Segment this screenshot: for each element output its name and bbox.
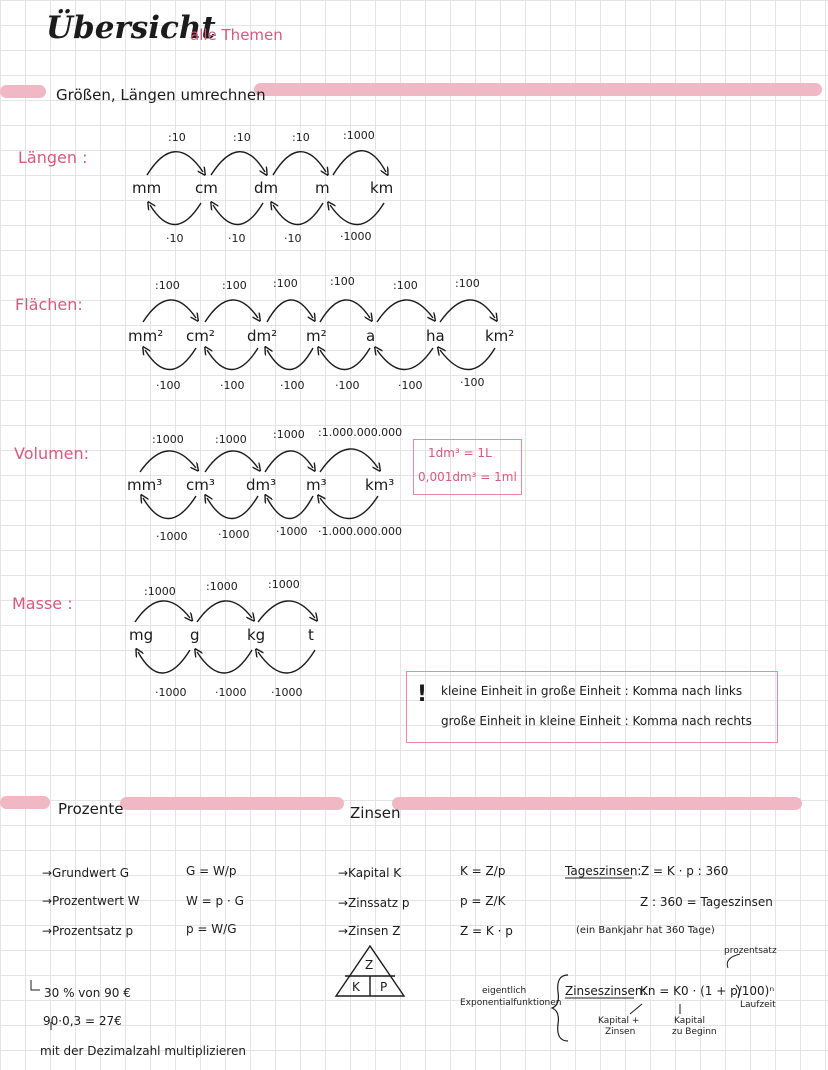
tageszinsen-line3: (ein Bankjahr hat 360 Tage) [576,925,715,936]
zinsen-row-formula: Z = K · p [460,924,513,938]
factor-bottom: ·1000 [156,530,188,543]
arc-top [147,152,203,175]
arc-bottom [197,650,252,673]
factor-bottom: ·100 [280,379,305,392]
factor-top: :1000 [215,433,247,446]
example-line-3: mit der Dezimalzahl multiplizieren [40,1044,246,1058]
arc-bottom [143,496,196,519]
unit: km [370,179,394,197]
arc-bottom [267,496,313,519]
zinseszinsen-formula: Kn = K0 · (1 + p/100)ⁿ [640,984,775,998]
arc-bottom [207,496,258,519]
zinsen-row-label: →Kapital K [338,866,402,880]
factor-bottom: ·1000 [155,686,187,699]
prozent-row-label: →Grundwert G [42,866,130,880]
ann-kapital-beginn-2: zu Beginn [672,1027,717,1037]
label-flaechen: Flächen: [15,295,83,314]
zinseszinsen-label: Zinseszinsen: [565,984,647,998]
prozent-row-label: →Prozentwert W [42,894,140,908]
volume-liter-line1: 1dm³ = 1L [428,446,492,460]
arc-top [320,449,378,472]
rule-line-1: kleine Einheit in große Einheit : Komma nach links [441,684,743,698]
factor-bottom: ·1000 [340,230,372,243]
unit: dm [254,179,279,197]
factor-top: :100 [273,277,298,290]
arc-top [135,601,190,622]
factor-top: :1.000.000.000 [318,426,403,439]
label-laengen: Längen : [18,148,88,167]
factor-bottom: ·1000 [271,686,303,699]
factor-top: :1000 [144,585,176,598]
page-title: Übersicht [46,10,216,46]
unit: m³ [306,476,327,494]
unit: cm³ [186,476,215,494]
section-title-prozente: Prozente [58,800,124,818]
arc-top [205,300,258,322]
exp-label-2: Exponentialfunktionen [460,998,562,1008]
factor-bottom: ·100 [156,379,181,392]
rule-line-2: große Einheit in kleine Einheit : Komma nach rechts [441,714,752,728]
factor-top: :100 [222,279,247,292]
factor-bottom: ·100 [220,379,245,392]
arc-top [333,151,386,175]
arc-top [265,451,313,472]
exclamation-icon: ! [417,682,428,707]
unit: g [190,626,200,644]
unit: m² [306,327,327,345]
factor-top: :1000 [206,580,238,593]
unit: mg [129,626,154,644]
factor-top: :10 [292,131,310,144]
factor-bottom: ·100 [398,379,423,392]
factor-top: :10 [233,131,251,144]
prozent-row-label: →Prozentsatz p [42,924,134,938]
tageszinsen-line2: Z : 360 = Tageszinsen [640,895,773,909]
section-band [392,797,802,810]
unit: mm [132,179,162,197]
prozent-row-formula: W = p · G [186,894,244,908]
zinsen-row-label: →Zinssatz p [338,896,410,910]
exp-label-1: eigentlich [482,986,527,996]
unit: cm² [186,327,215,345]
triangle-left: K [352,980,360,994]
unit: cm [195,179,218,197]
page-subtitle: alle Themen [190,26,283,44]
ann-prozentsatz: prozentsatz [724,946,777,956]
arc-top [273,152,326,175]
prozent-row-formula: p = W/G [186,922,237,936]
arc-top [258,601,315,622]
arc-bottom [320,348,370,370]
factor-top: :10 [168,131,186,144]
factor-bottom: ·1.000.000.000 [318,525,402,538]
arc-bottom [207,348,258,370]
unit: km² [485,327,515,345]
section-band [120,797,344,810]
unit: t [308,626,314,644]
zinsen-row-formula: p = Z/K [460,894,506,908]
arc-bottom [258,650,315,673]
arc-bottom [377,348,433,370]
unit: km³ [365,476,395,494]
arc-top [377,300,433,322]
unit: kg [247,626,266,644]
factor-top: :1000 [273,428,305,441]
arc-top [211,152,265,175]
section-title-zinsen: Zinsen [350,804,401,822]
arc-top [140,451,196,472]
arc-top [440,300,495,322]
unit: ha [426,327,445,345]
factor-bottom: ·100 [335,379,360,392]
factor-top: :1000 [343,129,375,142]
factor-top: :1000 [268,578,300,591]
factor-top: :100 [455,277,480,290]
arc-bottom [320,496,378,519]
ann-kapital-zinsen-1: Kapital + [598,1016,640,1026]
arc-bottom [267,348,313,370]
factor-bottom: ·10 [228,232,246,245]
section-title-groessen: Größen, Längen umrechnen [56,86,266,104]
example-line-1: 30 % von 90 € [44,986,131,1000]
volume-liter-box [413,439,522,495]
comma-rule-box [406,671,778,743]
factor-top: :100 [155,279,180,292]
arc-bottom [273,203,323,225]
factor-bottom: ·10 [284,232,302,245]
section-band [0,796,50,809]
triangle-right: P [380,980,388,994]
arc-bottom [145,348,196,370]
factor-bottom: ·10 [166,232,184,245]
ann-kapital-beginn-1: Kapital [674,1016,706,1026]
arc-bottom [213,203,263,225]
arc-top [197,601,252,622]
unit: mm³ [127,476,163,494]
tageszinsen-formula: Z = K · p : 360 [641,864,729,878]
arc-bottom [330,203,384,225]
factor-bottom: ·1000 [276,525,308,538]
prozent-row-formula: G = W/p [186,864,237,878]
arc-bottom [150,203,201,225]
zinsen-row-formula: K = Z/p [460,864,506,878]
factor-top: :100 [393,279,418,292]
arc-top [205,451,258,472]
arc-bottom [138,650,190,673]
arc-top [320,300,370,322]
ann-kapital-zinsen-2: Zinsen [605,1027,636,1037]
factor-top: :1000 [152,433,184,446]
unit: a [366,327,376,345]
tageszinsen-label: Tageszinsen: [565,864,642,878]
factor-top: :100 [330,275,355,288]
factor-bottom: ·1000 [218,528,250,541]
factor-bottom: ·100 [460,376,485,389]
unit: mm² [128,327,164,345]
ann-laufzeit: Laufzeit [740,1000,776,1010]
factor-bottom: ·1000 [215,686,247,699]
unit: dm² [247,327,278,345]
arc-bottom [440,348,495,370]
arc-top [143,300,196,322]
example-line-2: 90·0,3 = 27€ [43,1014,122,1028]
unit: dm³ [246,476,277,494]
volume-liter-line2: 0,001dm³ = 1ml [418,470,517,484]
arc-top [267,300,313,322]
label-masse: Masse : [12,594,73,613]
triangle-top: Z [365,958,374,972]
label-volumen: Volumen: [14,444,90,463]
unit: m [315,179,330,197]
zinsen-row-label: →Zinsen Z [338,924,401,938]
